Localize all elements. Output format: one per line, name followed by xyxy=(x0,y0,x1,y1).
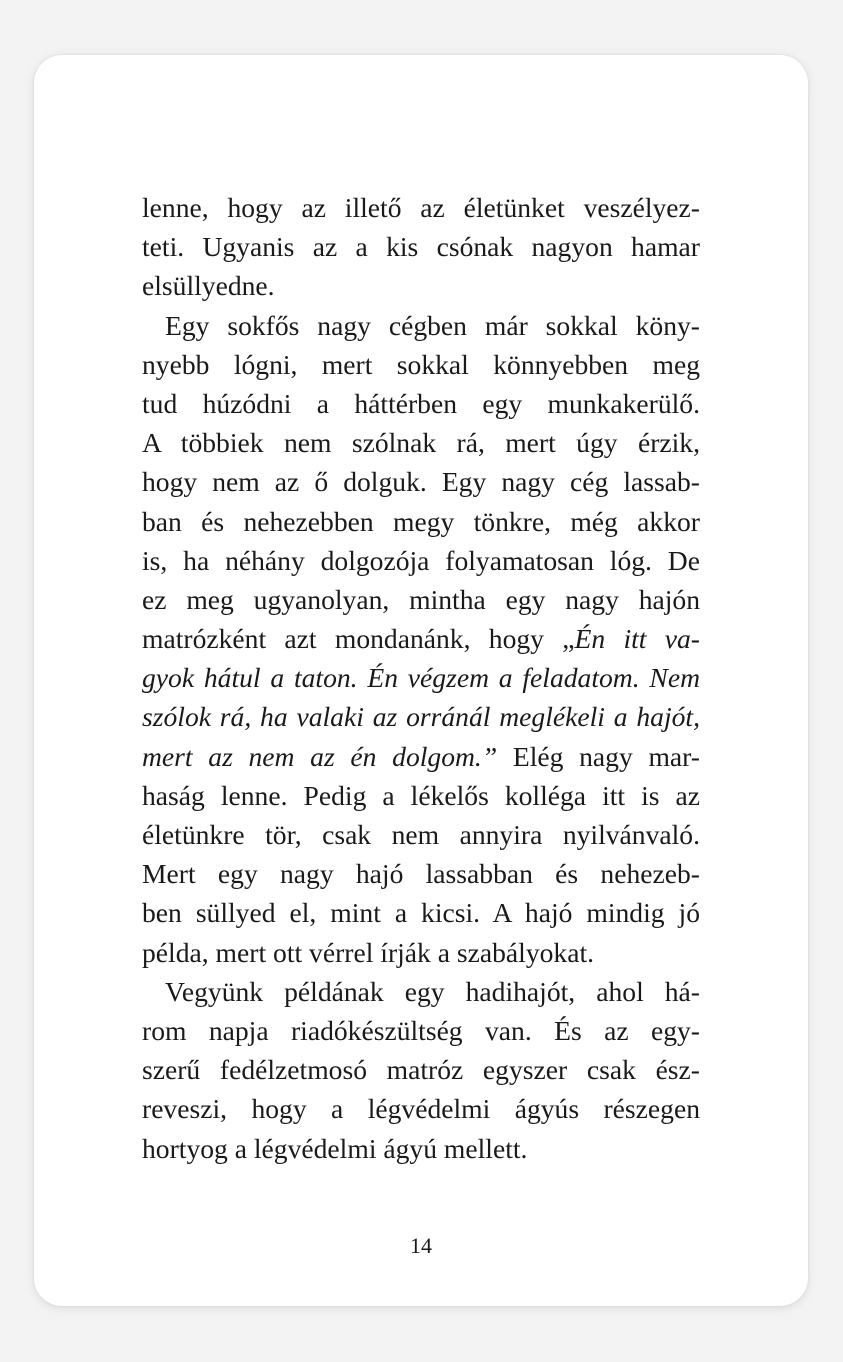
text-segment: példa, mert ott vérrel írják a szabályokat. xyxy=(142,936,595,968)
text-segment: életünkre tör, csak nem annyira nyilvánvaló. xyxy=(142,819,700,850)
text-segment: Elég nagy mar- xyxy=(497,740,700,772)
text-line xyxy=(142,502,700,541)
text-segment: is, ha néhány dolgozója folyamatosan lóg. De xyxy=(142,544,700,576)
text-segment: elsüllyedne. xyxy=(142,270,275,302)
book-page xyxy=(34,55,808,1306)
text-segment: szerű fedélzetmosó matróz egyszer csak ész- xyxy=(142,1054,700,1086)
text-line xyxy=(142,737,700,776)
italic-text: szólok rá, ha valaki az orránál meglékeli a hajót, xyxy=(142,701,700,733)
italic-text: gyok hátul a taton. Én végzem a feladatom. Nem xyxy=(142,662,700,694)
text-line xyxy=(142,815,700,854)
text-segment: hortyog a légvédelmi ágyú mellett. xyxy=(142,1132,528,1164)
text-segment: Egy sokfős nagy cégben már sokkal köny- xyxy=(165,309,700,341)
text-line xyxy=(142,658,700,697)
text-line xyxy=(142,972,700,1011)
body-text xyxy=(142,188,700,1168)
text-line xyxy=(142,306,700,345)
text-line xyxy=(142,266,700,305)
text-line xyxy=(142,541,700,580)
text-segment: ez meg ugyanolyan, mintha egy nagy hajón xyxy=(142,583,700,615)
text-line xyxy=(142,423,700,462)
text-segment: Vegyünk példának egy hadihajót, ahol há- xyxy=(165,975,700,1007)
text-segment: teti. Ugyanis az a kis csónak nagyon hamar xyxy=(142,231,700,263)
text-line xyxy=(142,462,700,501)
text-line xyxy=(142,580,700,619)
text-line xyxy=(142,933,700,972)
text-segment: ban és nehezebben megy tönkre, még akkor xyxy=(142,505,700,537)
text-line xyxy=(142,1129,700,1168)
text-segment: matrózként azt mondanánk, hogy „ xyxy=(142,623,575,655)
text-segment: A többiek nem szólnak rá, mert úgy érzik, xyxy=(142,427,700,459)
italic-text: Én itt va- xyxy=(574,623,700,655)
text-segment: nyebb lógni, mert sokkal könnyebben meg xyxy=(142,348,700,380)
text-line xyxy=(142,384,700,423)
italic-text: mert az nem az én dolgom.” xyxy=(142,740,498,772)
text-line xyxy=(142,227,700,266)
text-segment: rom napja riadókészültség van. És az egy- xyxy=(142,1014,700,1046)
text-line xyxy=(142,776,700,815)
text-line xyxy=(142,1089,700,1128)
text-line xyxy=(142,345,700,384)
text-line xyxy=(142,619,700,658)
text-segment: tud húzódni a háttérben egy munkakerülő. xyxy=(142,387,700,419)
text-segment: ben süllyed el, mint a kicsi. A hajó mindig jó xyxy=(142,897,700,929)
text-segment: hogy nem az ő dolguk. Egy nagy cég lassab- xyxy=(142,466,700,498)
text-line xyxy=(142,188,700,227)
page-number: 14 xyxy=(410,1233,432,1258)
text-line xyxy=(142,1011,700,1050)
text-segment: haság lenne. Pedig a lékelős kolléga itt is az xyxy=(142,779,700,811)
text-line xyxy=(142,697,700,736)
text-segment: Mert egy nagy hajó lassabban és nehezeb- xyxy=(142,858,700,890)
text-line xyxy=(142,854,700,893)
text-segment: lenne, hogy az illető az életünket veszélyez- xyxy=(142,192,700,223)
text-line xyxy=(142,1050,700,1089)
text-line xyxy=(142,893,700,932)
text-segment: reveszi, hogy a légvédelmi ágyús részegen xyxy=(142,1093,700,1125)
